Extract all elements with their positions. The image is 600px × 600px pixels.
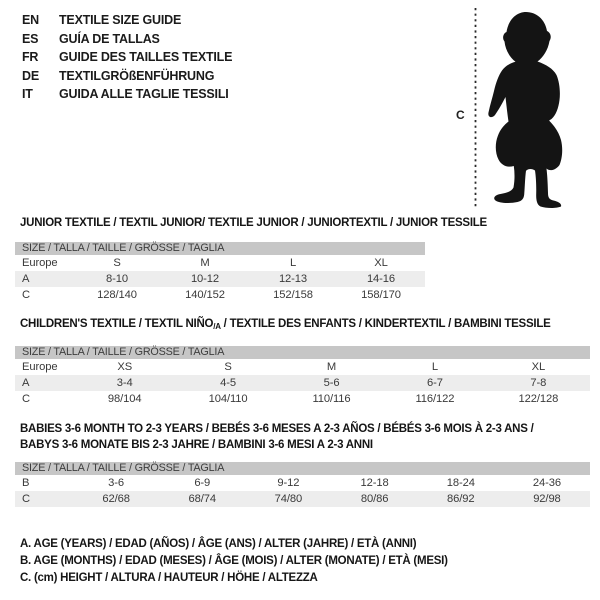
language-title-block: [22, 11, 232, 104]
figure-graphic: [450, 4, 575, 214]
children-table: [15, 346, 590, 407]
age-cell: 18-24: [446, 477, 475, 489]
age-cell: 10-12: [190, 273, 220, 285]
height-cell: 86/92: [447, 493, 475, 505]
age-cell: 14-16: [366, 273, 396, 285]
age-cell: 8-10: [106, 273, 128, 285]
babies-title-line2: BABYS 3-6 MONATE BIS 2-3 JAHRE / BAMBINI 3-6 MESI A 2-3 ANNI: [20, 439, 373, 451]
footnote-a: A. AGE (YEARS) / EDAD (AÑOS) / ÂGE (ANS) / ALTER (JAHRE) / ETÀ (ANNI): [20, 538, 417, 550]
age-cell: 6-7: [426, 377, 443, 389]
language-label: TEXTILE SIZE GUIDE: [59, 13, 182, 27]
title-part: / TEXTILE DES ENFANTS / KINDERTEXTIL / BAMBINI TESSILE: [220, 318, 551, 330]
junior-section-title: JUNIOR TEXTILE / TEXTIL JUNIOR/ TEXTILE JUNIOR / JUNIORTEXTIL / JUNIOR TESSILE: [20, 217, 487, 229]
babies-title-line1: BABIES 3-6 MONTH TO 2-3 YEARS / BEBÉS 3-6 MESES A 2-3 AÑOS / BÉBÉS 3-6 MOIS À 2-3 ANS /: [20, 423, 534, 435]
height-cell: 80/86: [360, 493, 389, 505]
table-row-europe: [15, 255, 425, 271]
height-cell: 62/68: [102, 493, 130, 505]
language-label: GUÍA DE TALLAS: [59, 31, 160, 46]
language-row-it: [22, 85, 232, 104]
legend-footnotes: [20, 536, 448, 587]
table-row-europe: [15, 359, 590, 375]
language-label: TEXTILGRÖßENFÜHRUNG: [59, 68, 215, 83]
age-cell: 12-13: [278, 273, 308, 285]
height-cell: 92/98: [533, 493, 561, 505]
baby-silhouette: [488, 12, 562, 208]
language-label: GUIDA ALLE TAGLIE TESSILI: [59, 87, 229, 102]
row-label: A: [22, 273, 30, 285]
size-cell: S: [113, 257, 121, 269]
language-row-en: [22, 11, 232, 30]
height-cell: 104/110: [208, 393, 248, 405]
language-label: GUIDE DES TAILLES TEXTILE: [59, 50, 233, 65]
table-row-age-months: [15, 475, 590, 491]
language-code: FR: [22, 50, 39, 65]
babies-section-title: [20, 421, 534, 453]
language-row-fr: [22, 48, 232, 67]
row-label: A: [22, 377, 30, 389]
height-cell: 152/158: [273, 289, 313, 301]
table-row-height: [15, 491, 590, 507]
language-code: ES: [22, 31, 39, 46]
language-row-de: [22, 67, 232, 86]
size-cell: M: [326, 361, 337, 373]
size-cell: L: [431, 361, 438, 373]
row-label: B: [22, 477, 30, 489]
age-cell: 9-12: [277, 477, 300, 489]
row-label: Europe: [22, 257, 58, 269]
height-cell: 122/128: [518, 393, 559, 405]
language-row-es: [22, 30, 232, 49]
title-part: CHILDREN'S TEXTILE / TEXTIL NIÑO: [20, 318, 214, 330]
age-cell: 3-4: [116, 377, 133, 389]
language-code: EN: [22, 13, 39, 27]
row-label: C: [22, 393, 30, 405]
size-cell: S: [224, 361, 232, 373]
height-cell: 140/152: [185, 289, 225, 301]
row-label: C: [22, 493, 30, 505]
age-cell: 7-8: [530, 377, 547, 389]
table-row-height: [15, 391, 590, 407]
babies-table: [15, 462, 590, 507]
size-header-band: SIZE / TALLA / TAILLE / GRÖSSE / TAGLIA: [15, 346, 590, 359]
footnote-c: C. (cm) HEIGHT / ALTURA / HAUTEUR / HÖHE / ALTEZZA: [20, 572, 318, 584]
height-cell: 98/104: [107, 393, 142, 405]
size-header-band: SIZE / TALLA / TAILLE / GRÖSSE / TAGLIA: [15, 242, 425, 255]
table-row-age: [15, 271, 425, 287]
row-label: Europe: [22, 361, 58, 373]
height-cell: 68/74: [188, 493, 216, 505]
size-cell: XS: [117, 361, 133, 373]
table-row-height: [15, 287, 425, 303]
age-cell: 24-36: [532, 477, 561, 489]
size-figure: [450, 4, 575, 214]
height-cell: 74/80: [274, 493, 303, 505]
age-cell: 12-18: [360, 477, 389, 489]
size-cell: M: [200, 257, 210, 269]
age-cell: 5-6: [323, 377, 340, 389]
age-cell: 4-5: [220, 377, 237, 389]
size-cell: XL: [531, 361, 546, 373]
height-cell: 116/122: [415, 393, 455, 405]
height-cell: 110/116: [312, 393, 351, 405]
junior-table: [15, 242, 425, 303]
age-cell: 6-9: [194, 477, 211, 489]
age-cell: 3-6: [108, 477, 125, 489]
height-cell: 128/140: [97, 289, 137, 301]
footnote-b: B. AGE (MONTHS) / EDAD (MESES) / ÂGE (MOIS) / ALTER (MONATE) / ETÀ (MESI): [20, 555, 448, 567]
size-header-band: SIZE / TALLA / TAILLE / GRÖSSE / TAGLIA: [15, 462, 590, 475]
table-row-age: [15, 375, 590, 391]
height-label: C: [456, 108, 465, 122]
language-code: DE: [22, 68, 39, 83]
language-code: IT: [22, 87, 33, 102]
children-section-title: [20, 318, 551, 331]
height-cell: 158/170: [361, 289, 401, 301]
size-cell: L: [289, 257, 297, 269]
row-label: C: [22, 289, 30, 301]
title-subscript: /A: [213, 322, 221, 331]
size-cell: XL: [374, 257, 388, 269]
